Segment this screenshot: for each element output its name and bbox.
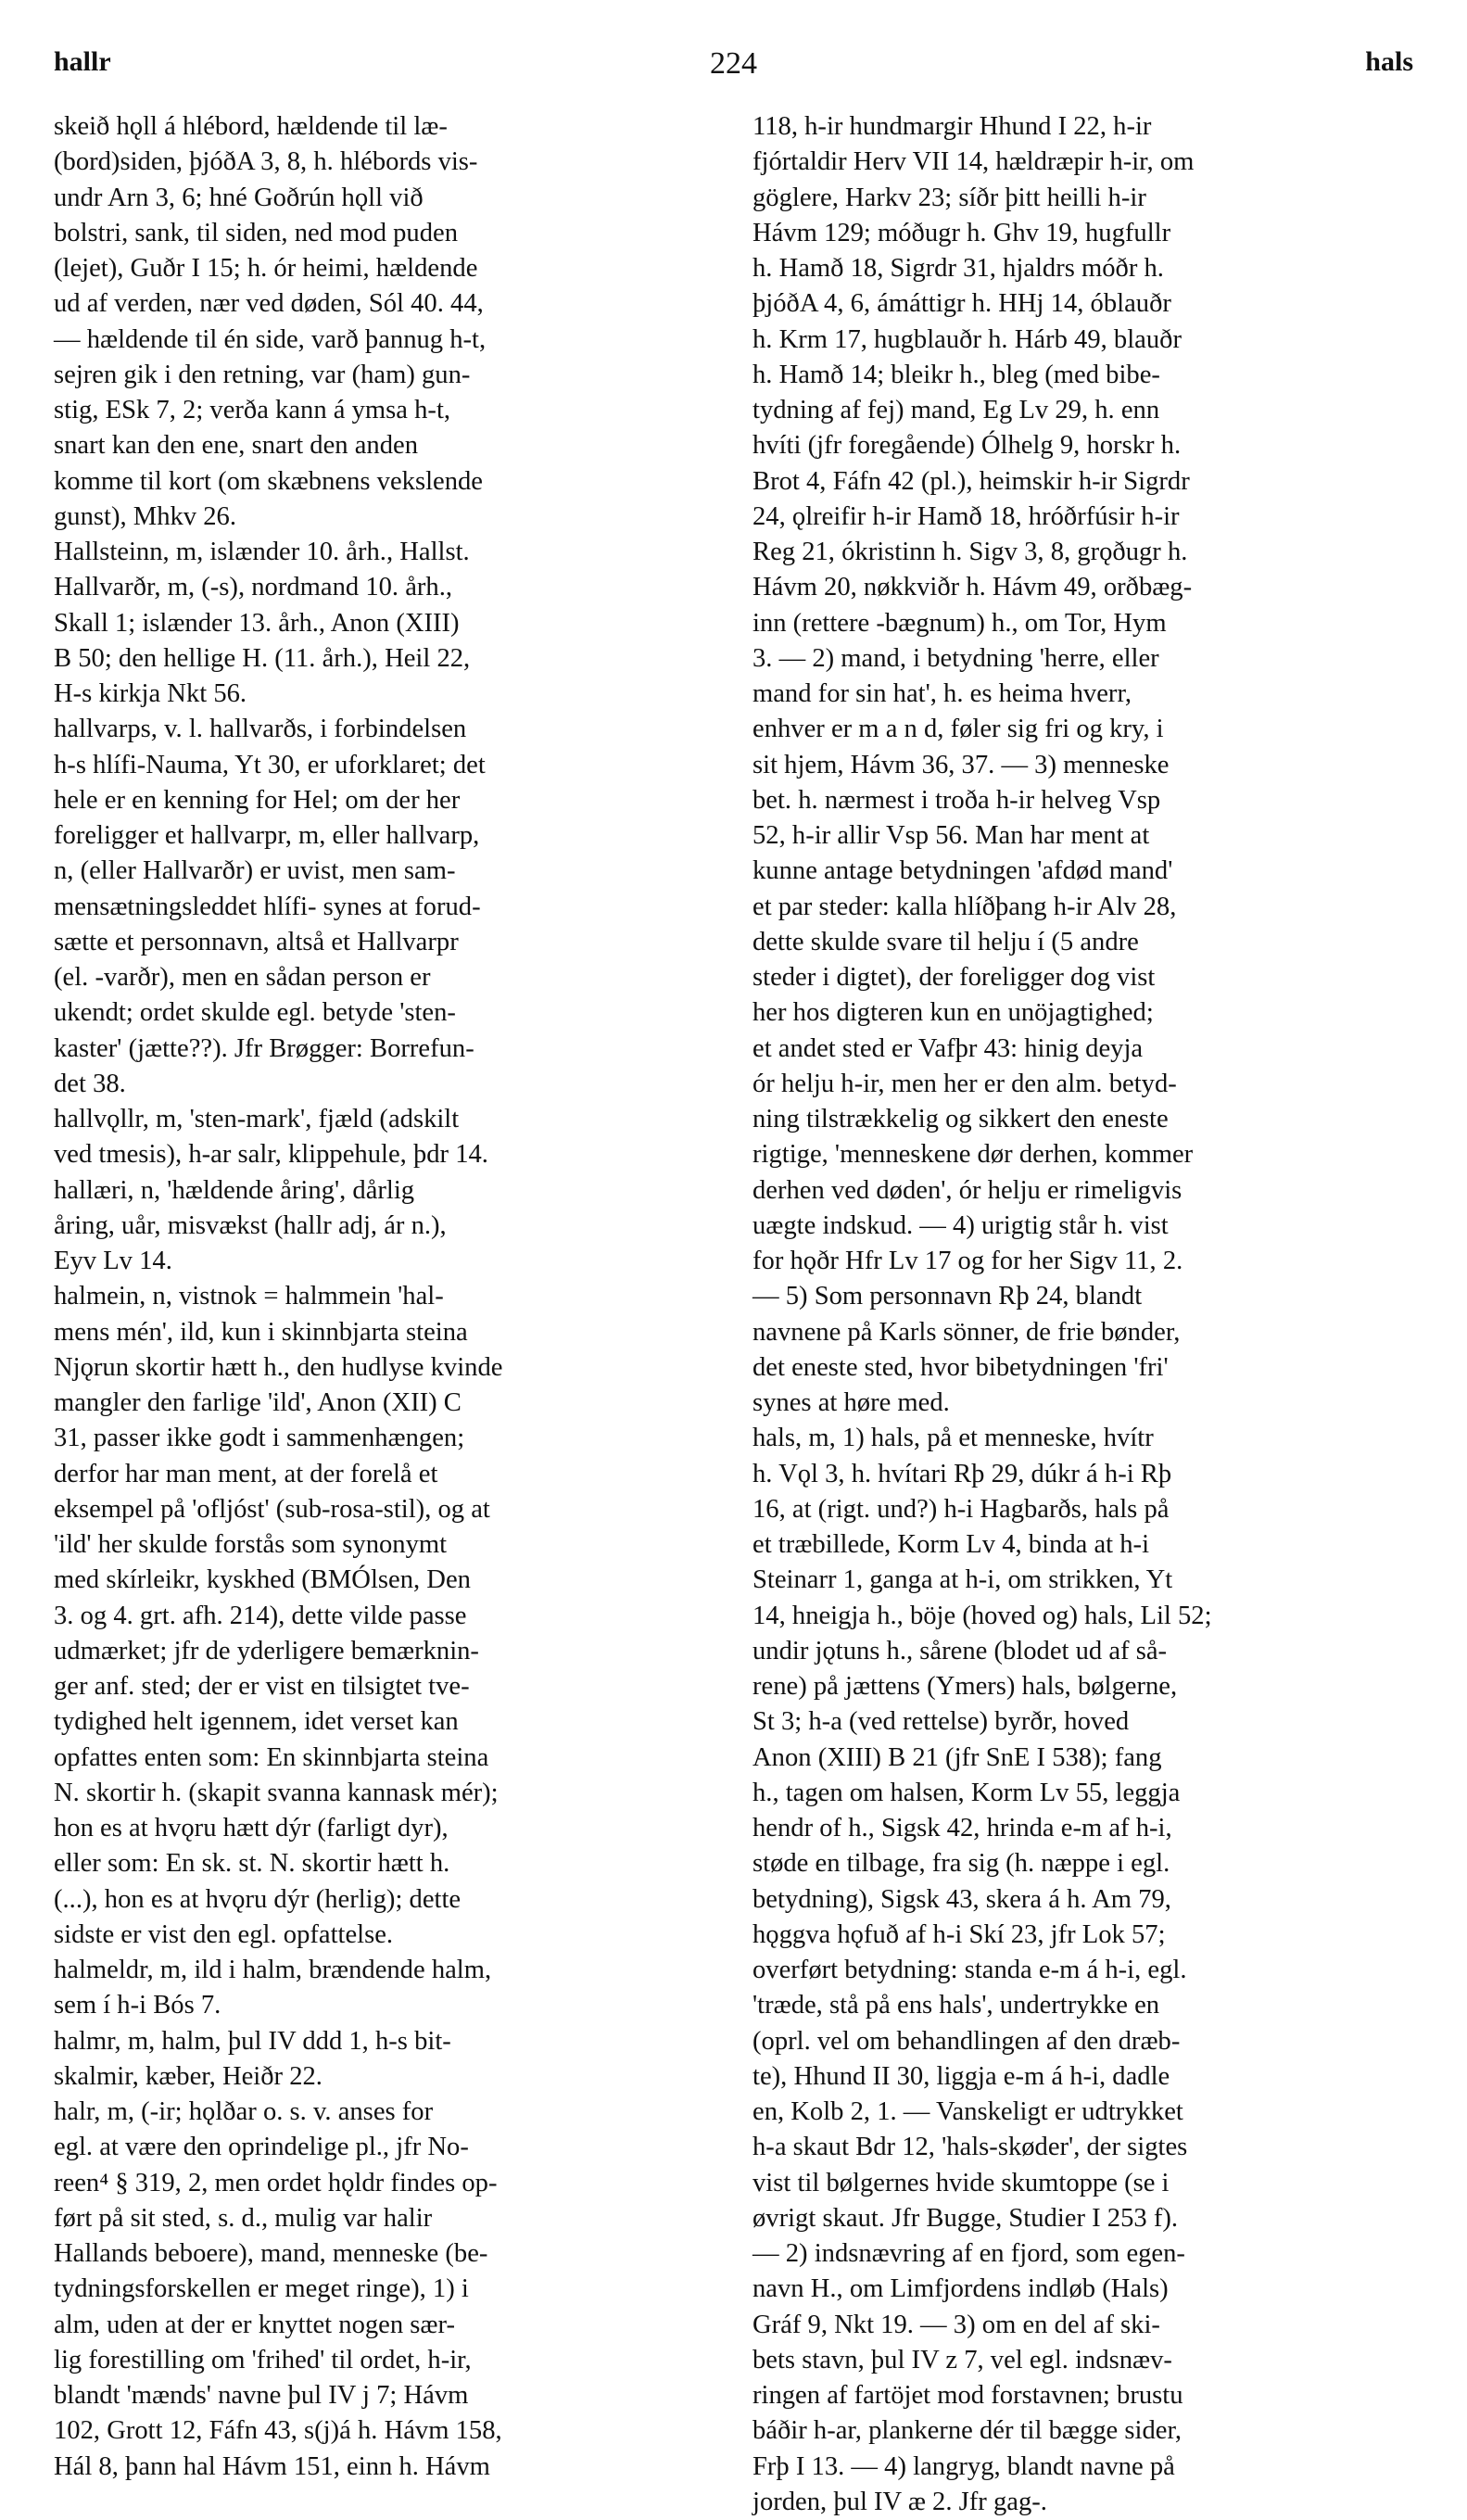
text-line: hon es at hvǫru hætt dýr (farligt dyr), xyxy=(54,1814,449,1843)
text-line: rigtige, 'menneskene dør derhen, kommer xyxy=(752,1140,1194,1170)
text-line: undir jǫtuns h., sårene (blodet ud af så- xyxy=(752,1636,1168,1665)
left-column xyxy=(54,109,714,2485)
right-column xyxy=(752,109,1412,2520)
text-line: Anon (XIII) B 21 (jfr SnE I 538); fang xyxy=(752,1742,1162,1772)
text-line: ning tilstrækkelig og sikkert den eneste xyxy=(752,1105,1169,1133)
text-line: h-s hlífi-Nauma, Yt 30, er uforklaret; det xyxy=(54,750,486,779)
text-line: 52, h-ir allir Vsp 56. Man har ment at xyxy=(752,821,1150,850)
text-line: sem í h-i Bós 7. xyxy=(54,1991,221,2020)
text-line: 3. og 4. grt. afh. 214), dette vilde passe xyxy=(54,1601,467,1630)
text-line: derhen ved døden', ór helju er rimeligvis xyxy=(752,1175,1182,1205)
text-line: udmærket; jfr de yderligere bemærknin- xyxy=(54,1636,479,1665)
text-line: 14, hneigja h., böje (hoved og) hals, Lil 52; xyxy=(752,1601,1212,1630)
text-line: Brot 4, Fáfn 42 (pl.), heimskir h-ir Sigrdr xyxy=(752,466,1190,496)
text-line: skalmir, kæber, Heiðr 22. xyxy=(54,2061,322,2091)
text-line: ringen af fartöjet mod forstavnen; brustu xyxy=(752,2381,1183,2410)
text-line: navn H., om Limfjordens indløb (Hals) xyxy=(752,2274,1169,2304)
text-line: jorden, þul IV æ 2. Jfr gag-. xyxy=(752,2487,1047,2516)
text-line: halr, m, (-ir; hǫlðar o. s. v. anses for xyxy=(54,2097,434,2126)
page-header xyxy=(54,46,1413,93)
text-line: eksempel på 'ofljóst' (sub-rosa-stil), og at xyxy=(54,1494,490,1524)
text-line: Skall 1; islænder 13. årh., Anon (XIII) xyxy=(54,608,460,638)
header-left-guideword: hallr xyxy=(54,46,111,77)
text-line: Hál 8, þann hal Hávm 151, einn h. Hávm xyxy=(54,2451,490,2481)
text-line: Hávm 20, nøkkviðr h. Hávm 49, orðbæg- xyxy=(752,573,1193,602)
text-line: hvíti (jfr foregående) Ólhelg 9, horskr h. xyxy=(752,431,1182,461)
text-line: her hos digteren kun en unöjagtighed; xyxy=(752,998,1154,1028)
text-line: B 50; den hellige H. (11. årh.), Heil 22, xyxy=(54,643,471,673)
text-line: sit hjem, Hávm 36, 37. — 3) menneske xyxy=(752,750,1170,779)
text-line: h. Krm 17, hugblauðr h. Hárb 49, blauðr xyxy=(752,324,1182,354)
text-line: vist til bølgernes hvide skumtoppe (se i xyxy=(752,2168,1170,2197)
header-right-guideword: hals xyxy=(1365,46,1413,77)
text-line: — 2) indsnævring af en fjord, som egen- xyxy=(752,2239,1185,2268)
text-line: Hávm 129; móðugr h. Ghv 19, hugfullr xyxy=(752,218,1171,247)
text-line: Gráf 9, Nkt 19. — 3) om en del af ski- xyxy=(752,2310,1160,2339)
text-line: h-a skaut Bdr 12, 'hals-skøder', der sigtes xyxy=(752,2133,1188,2162)
text-line: 3. — 2) mand, i betydning 'herre, eller xyxy=(752,643,1159,673)
text-line: ført på sit sted, s. d., mulig var halir xyxy=(54,2203,433,2233)
text-line: betydning), Sigsk 43, skera á h. Am 79, xyxy=(752,1884,1171,1914)
text-line: sætte et personnavn, altså et Hallvarpr xyxy=(54,927,459,956)
text-line: mand for sin hat', h. es heima hverr, xyxy=(752,679,1132,708)
text-line: Hallvarðr, m, (-s), nordmand 10. årh., xyxy=(54,573,453,602)
text-line: skeið hǫll á hlébord, hældende til læ- xyxy=(54,112,448,141)
text-line: enhver er m a n d, føler sig fri og kry, i xyxy=(752,715,1164,744)
text-line: sidste er vist den egl. opfattelse. xyxy=(54,1919,394,1949)
text-line: støde en tilbage, fra sig (h. næppe i egl. xyxy=(752,1849,1170,1879)
text-line: mensætningsleddet hlífi- synes at forud- xyxy=(54,892,481,921)
text-line: 'ild' her skulde forstås som synonymt xyxy=(54,1530,448,1559)
text-line: tydighed helt igennem, idet verset kan xyxy=(54,1707,459,1737)
text-line: bet. h. nærmest i troða h-ir helveg Vsp xyxy=(752,785,1161,815)
text-line: ór helju h-ir, men her er den alm. betyd- xyxy=(752,1069,1177,1098)
text-line: navnene på Karls sönner, de frie bønder, xyxy=(752,1317,1181,1347)
text-line: alm, uden at der er knyttet nogen sær- xyxy=(54,2310,455,2339)
text-line: n, (eller Hallvarðr) er uvist, men sam- xyxy=(54,856,456,886)
text-line: Eyv Lv 14. xyxy=(54,1247,172,1275)
text-line: 31, passer ikke godt i sammenhængen; xyxy=(54,1424,465,1453)
text-line: hǫggva hǫfuð af h-i Skí 23, jfr Lok 57; xyxy=(752,1919,1166,1949)
text-line: et par steder: kalla hlíðþang h-ir Alv 28, xyxy=(752,892,1177,921)
text-line: (el. -varðr), men en sådan person er xyxy=(54,963,431,992)
text-line: 24, ǫlreifir h-ir Hamð 18, hróðrfúsir h-ir xyxy=(752,501,1180,531)
text-line: fjórtaldir Herv VII 14, hældræpir h-ir, om xyxy=(752,147,1195,177)
text-line: H-s kirkja Nkt 56. xyxy=(54,679,247,708)
text-line: steder i digtet), der foreligger dog vist xyxy=(752,963,1156,992)
text-line: mangler den farlige 'ild', Anon (XII) C xyxy=(54,1388,462,1417)
text-line: bolstri, sank, til siden, ned mod puden xyxy=(54,218,459,247)
text-line: et træbillede, Korm Lv 4, binda at h-i xyxy=(752,1530,1150,1559)
text-line: — 5) Som personnavn Rþ 24, blandt xyxy=(752,1282,1143,1311)
text-line: ukendt; ordet skulde egl. betyde 'sten- xyxy=(54,998,456,1028)
text-line: hals, m, 1) hals, på et menneske, hvítr xyxy=(752,1424,1154,1453)
text-line: mens mén', ild, kun i skinnbjarta steina xyxy=(54,1317,468,1347)
text-line: Hallands beboere), mand, menneske (be- xyxy=(54,2239,488,2268)
text-line: et andet sted er Vafþr 43: hinig deyja xyxy=(752,1033,1144,1063)
text-line: (lejet), Guðr I 15; h. ór heimi, hældende xyxy=(54,254,478,283)
text-line: kaster' (jætte??). Jfr Brøgger: Borrefun- xyxy=(54,1033,474,1063)
text-line: lig forestilling om 'frihed' til ordet, h-ir, xyxy=(54,2345,472,2374)
text-line: åring, uår, misvækst (hallr adj, ár n.), xyxy=(54,1210,447,1240)
text-line: 16, at (rigt. und?) h-i Hagbarðs, hals på xyxy=(752,1494,1170,1524)
text-line: hele er en kenning for Hel; om der her xyxy=(54,785,461,815)
text-line: undr Arn 3, 6; hné Goðrún hǫll við xyxy=(54,183,424,212)
text-line: bets stavn, þul IV z 7, vel egl. indsnæv- xyxy=(752,2345,1172,2374)
text-line: stig, ESk 7, 2; verða kann á ymsa h-t, xyxy=(54,396,451,424)
text-line: halmeldr, m, ild i halm, brændende halm, xyxy=(54,1956,492,1984)
text-line: 102, Grott 12, Fáfn 43, s(j)á h. Hávm 158, xyxy=(54,2416,502,2446)
text-line: halmr, m, halm, þul IV ddd 1, h-s bit- xyxy=(54,2026,451,2056)
text-line: h. Vǫl 3, h. hvítari Rþ 29, dúkr á h-i Rþ xyxy=(752,1459,1172,1488)
text-line: tydningsforskellen er meget ringe), 1) i xyxy=(54,2274,469,2304)
text-line: Njǫrun skortir hætt h., den hudlyse kvinde xyxy=(54,1352,503,1382)
text-line: inn (rettere -bægnum) h., om Tor, Hym xyxy=(752,608,1167,638)
text-line: (bord)siden, þjóðA 3, 8, h. hlébords vis- xyxy=(54,147,478,177)
text-line: h. Hamð 14; bleikr h., bleg (med bibe- xyxy=(752,360,1160,389)
text-line: hendr of h., Sigsk 42, hrinda e-m af h-i, xyxy=(752,1814,1172,1843)
text-line: overført betydning: standa e-m á h-i, egl. xyxy=(752,1956,1187,1984)
text-line: øvrigt skaut. Jfr Bugge, Studier I 253 f). xyxy=(752,2203,1179,2233)
text-line: det 38. xyxy=(54,1069,126,1098)
text-line: uægte indskud. — 4) urigtig står h. vist xyxy=(752,1210,1169,1240)
text-line: derfor har man ment, at der forelå et xyxy=(54,1459,438,1488)
text-line: Steinarr 1, ganga at h-i, om strikken, Yt xyxy=(752,1565,1173,1595)
text-line: (oprl. vel om behandlingen af den dræb- xyxy=(752,2026,1181,2056)
text-line: göglere, Harkv 23; síðr þitt heilli h-ir xyxy=(752,183,1146,212)
text-line: reen⁴ § 319, 2, men ordet hǫldr findes op- xyxy=(54,2168,498,2197)
text-line: N. skortir h. (skapit svanna kannask mér); xyxy=(54,1778,499,1807)
text-line: synes at høre med. xyxy=(752,1388,950,1417)
text-line: St 3; h-a (ved rettelse) byrðr, hoved xyxy=(752,1707,1130,1737)
text-line: for hǫðr Hfr Lv 17 og for her Sigv 11, 2. xyxy=(752,1247,1183,1275)
text-line: kunne antage betydningen 'afdød mand' xyxy=(752,856,1173,886)
text-line: gunst), Mhkv 26. xyxy=(54,501,236,531)
text-line: opfattes enten som: En skinnbjarta steina xyxy=(54,1742,489,1772)
text-line: rene) på jættens (Ymers) hals, bølgerne, xyxy=(752,1672,1178,1701)
text-line: h. Hamð 18, Sigrdr 31, hjaldrs móðr h. xyxy=(752,254,1164,283)
text-line: snart kan den ene, snart den anden xyxy=(54,431,419,461)
text-line: ved tmesis), h-ar salr, klippehule, þdr 14. xyxy=(54,1140,488,1170)
text-line: foreligger et hallvarpr, m, eller hallvarp, xyxy=(54,821,480,850)
text-line: Reg 21, ókristinn h. Sigv 3, 8, grǫðugr h. xyxy=(752,538,1188,566)
text-line: sejren gik i den retning, var (ham) gun- xyxy=(54,360,471,389)
text-line: Hallsteinn, m, islænder 10. årh., Hallst. xyxy=(54,538,470,566)
text-line: det eneste sted, hvor bibetydningen 'fri' xyxy=(752,1352,1169,1382)
text-line: hallvarps, v. l. hallvarðs, i forbindelsen xyxy=(54,715,467,744)
text-line: hallvǫllr, m, 'sten-mark', fjæld (adskilt xyxy=(54,1105,460,1133)
text-line: þjóðA 4, 6, ámáttigr h. HHj 14, óblauðr xyxy=(752,289,1171,319)
text-line: ger anf. sted; der er vist en tilsigtet tve- xyxy=(54,1672,470,1701)
text-line: dette skulde svare til helju í (5 andre xyxy=(752,927,1139,956)
text-line: eller som: En sk. st. N. skortir hætt h. xyxy=(54,1849,450,1879)
text-line: — hældende til én side, varð þannug h-t, xyxy=(54,324,487,354)
text-line: blandt 'mænds' navne þul IV j 7; Hávm xyxy=(54,2381,469,2410)
text-line: 'træde, stå på ens hals', undertrykke en xyxy=(752,1991,1160,2020)
text-line: báðir h-ar, plankerne dér til bægge sider, xyxy=(752,2416,1182,2446)
text-line: med skírleikr, kyskhed (BMÓlsen, Den xyxy=(54,1565,471,1595)
page-number: 224 xyxy=(710,46,757,81)
text-line: hallæri, n, 'hældende åring', dårlig xyxy=(54,1175,415,1205)
text-line: egl. at være den oprindelige pl., jfr No- xyxy=(54,2133,469,2162)
text-line: te), Hhund II 30, liggja e-m á h-i, dadle xyxy=(752,2061,1170,2091)
text-line: komme til kort (om skæbnens vekslende xyxy=(54,466,484,496)
text-line: tydning af fej) mand, Eg Lv 29, h. enn xyxy=(752,396,1160,424)
text-line: ud af verden, nær ved døden, Sól 40. 44, xyxy=(54,289,484,319)
text-line: en, Kolb 2, 1. — Vanskeligt er udtrykket xyxy=(752,2097,1183,2126)
text-line: h., tagen om halsen, Korm Lv 55, leggja xyxy=(752,1778,1181,1807)
text-line: Frþ I 13. — 4) langryg, blandt navne på xyxy=(752,2451,1175,2481)
text-line: 118, h-ir hundmargir Hhund I 22, h-ir xyxy=(752,112,1152,141)
text-line: halmein, n, vistnok = halmmein 'hal- xyxy=(54,1282,444,1311)
text-line: (...), hon es at hvǫru dýr (herlig); dette xyxy=(54,1884,462,1914)
